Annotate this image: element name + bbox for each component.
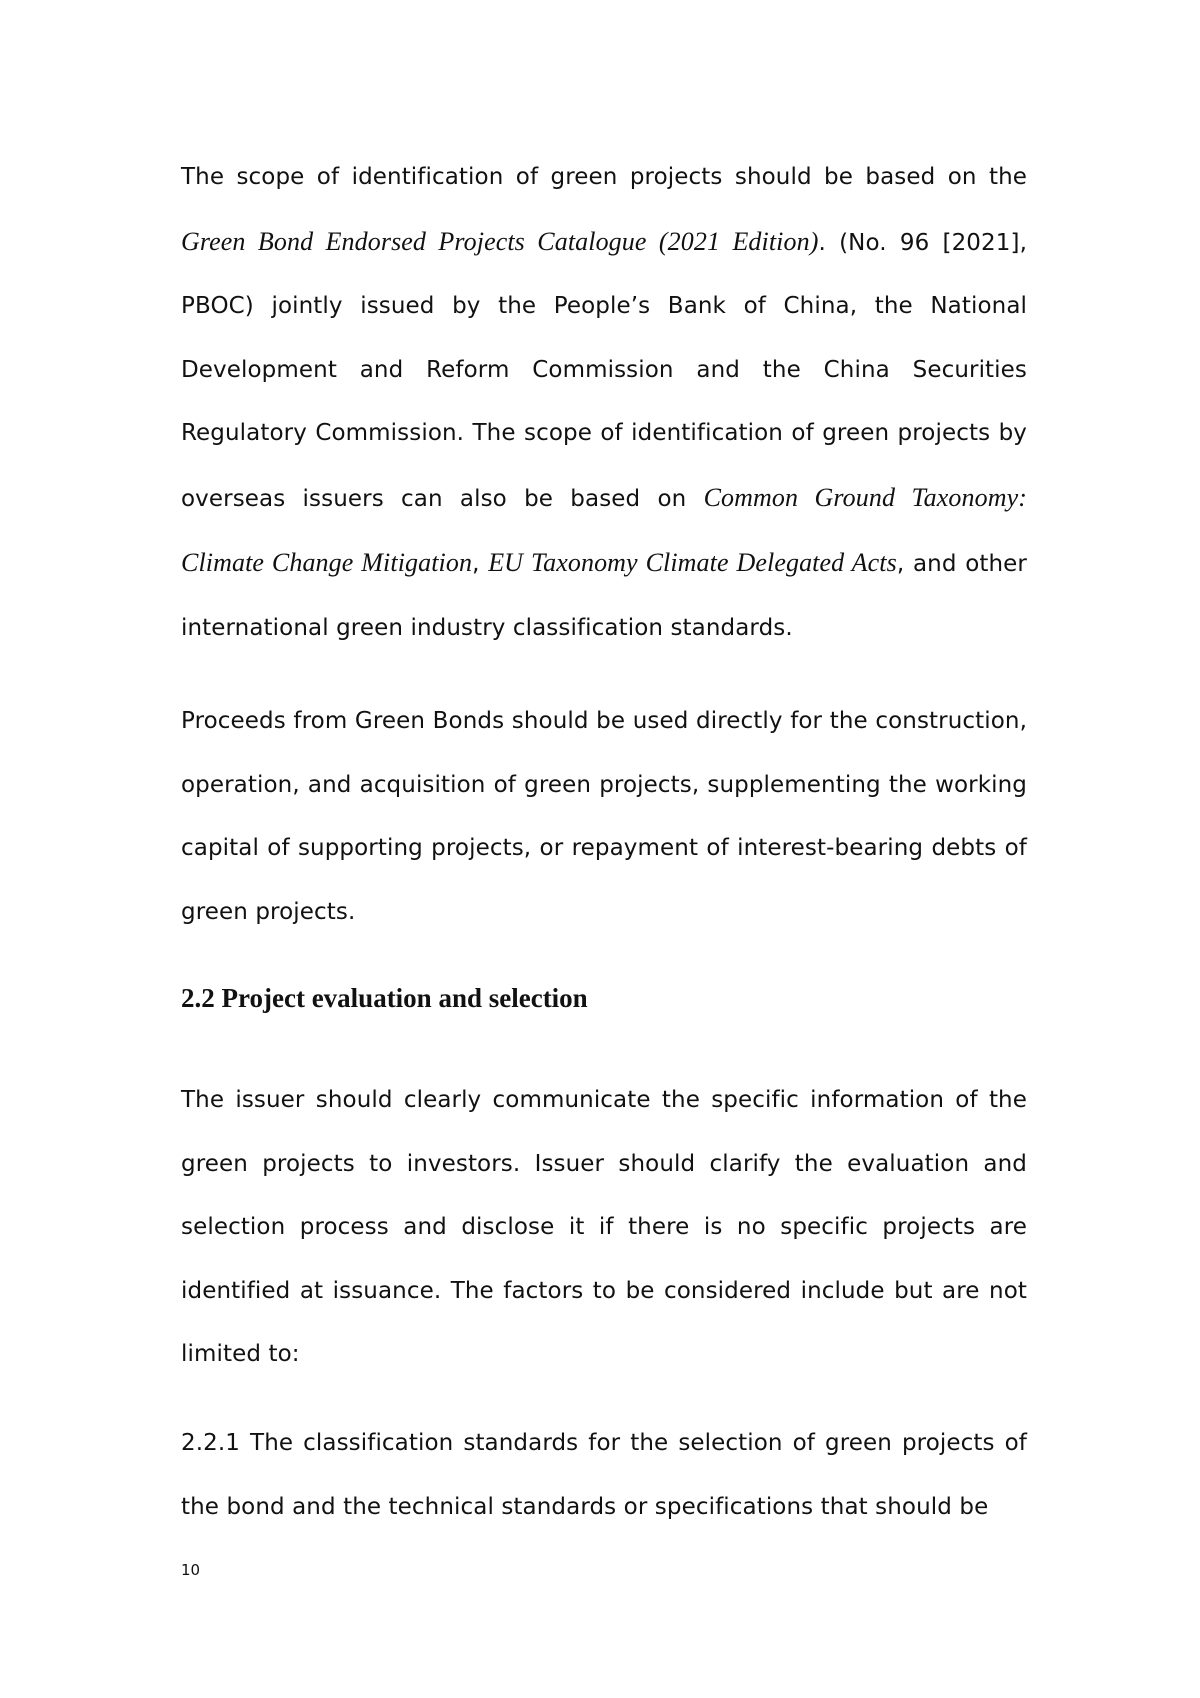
paragraph-green-project-scope (181, 146, 1027, 660)
paragraph-1-text-before: The scope of identification of green projects should be based on the (181, 164, 1027, 190)
paragraph-classification-standards: 2.2.1 The classification standards for the selection of green projects of the bond and the technical standards or specifications that should be (181, 1430, 1027, 1520)
paragraph-issuer-communication: The issuer should clearly communicate the specific information of the green projects to investors. Issuer should clarify the evaluation and selection process and disclose it if there is no specific projects are identified at issuance. The factors to be considered include but are not limited to: (181, 1087, 1027, 1367)
paragraph-1-text-end: , and other international green industry classification standards. (181, 551, 1027, 641)
page-number: 10 (181, 1561, 201, 1579)
eu-taxonomy-title: EU Taxonomy Climate Delegated Acts (488, 548, 897, 577)
section-heading: 2.2 Project evaluation and selection (181, 983, 588, 1013)
catalogue-title: Green Bond Endorsed Projects Catalogue (2021 Edition) (181, 226, 819, 256)
paragraph-use-of-proceeds: Proceeds from Green Bonds should be used directly for the construction, operation, and acquisition of green projects, supplementing the working capital of supporting projects, or repayment of interest-bearing debts of green projects. (181, 708, 1027, 925)
common-ground-taxonomy-title: Common Ground Taxonomy: Climate Change Mitigation (181, 482, 1027, 577)
paragraph-1-separator: , (472, 551, 489, 577)
paragraph-1-text-middle: . (No. 96 [2021], PBOC) jointly issued by the People’s Bank of China, the National Development and Reform Commission and the China Securities Regulatory Commission. The scope of identification of green projects by overseas issuers can also be based on (181, 229, 1027, 512)
